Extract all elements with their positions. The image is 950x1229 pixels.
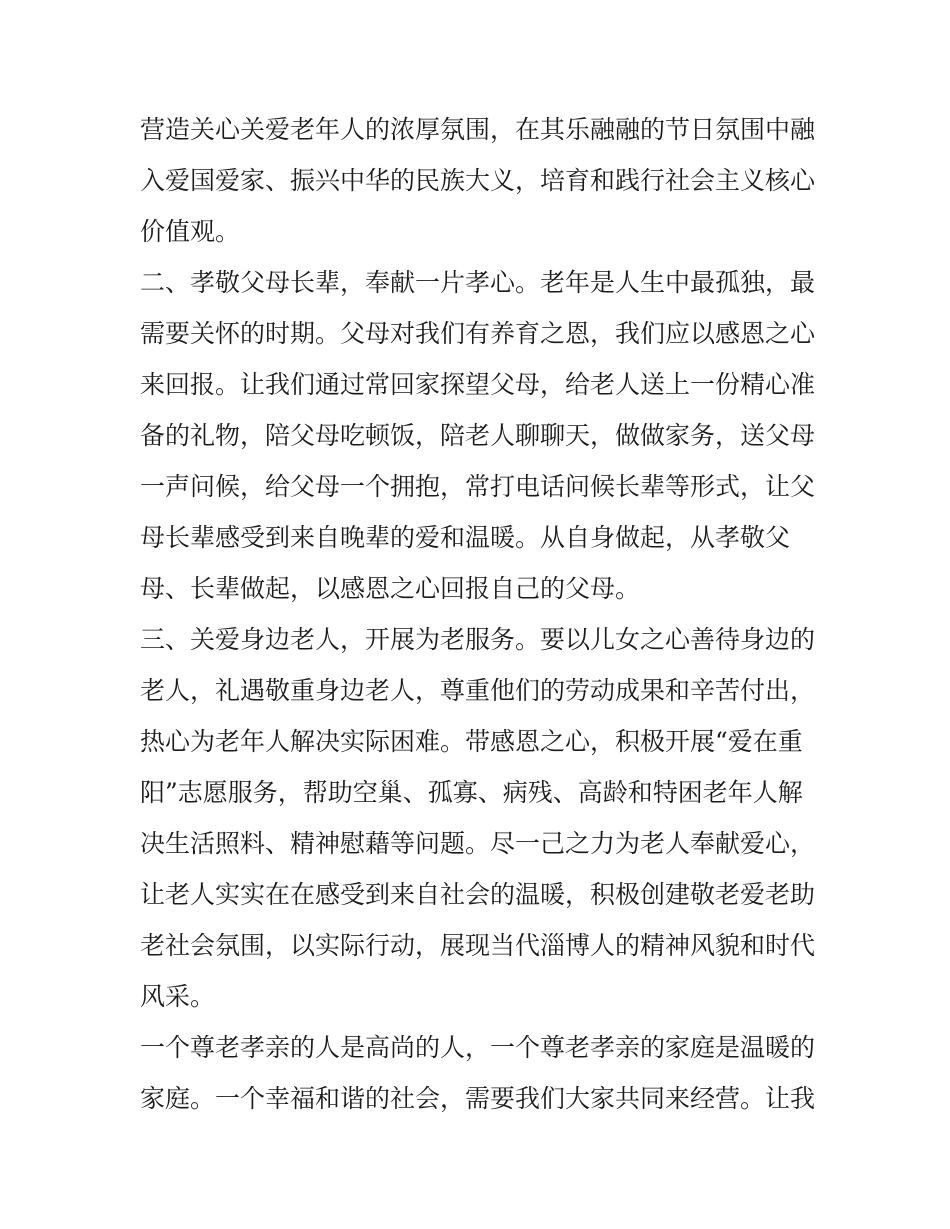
text-line: 二、孝敬父母长辈，奉献一片孝心。老年是人生中最孤独，最 xyxy=(140,268,816,297)
text-line: 老社会氛围，以实际行动，展现当代淄博人的精神风貌和时代 xyxy=(140,931,816,960)
text-line: 来回报。让我们通过常回家探望父母，给老人送上一份精心准 xyxy=(140,370,816,399)
text-line: 家庭。一个幸福和谐的社会，需要我们大家共同来经营。让我 xyxy=(140,1084,816,1113)
text-line: 三、关爱身边老人，开展为老服务。要以儿女之心善待身边的 xyxy=(140,625,816,654)
text-line: 一个尊老孝亲的人是高尚的人，一个尊老孝亲的家庭是温暖的 xyxy=(140,1033,816,1062)
text-line: 老人，礼遇敬重身边老人，尊重他们的劳动成果和辛苦付出， xyxy=(140,676,816,705)
text-line: 价值观。 xyxy=(140,217,241,246)
body-text xyxy=(140,104,820,1124)
text-line: 阳”志愿服务，帮助空巢、孤寡、病残、高龄和特困老年人解 xyxy=(140,778,803,807)
text-line: 入爱国爱家、振兴中华的民族大义，培育和践行社会主义核心 xyxy=(140,166,816,195)
text-line: 母、长辈做起，以感恩之心回报自己的父母。 xyxy=(140,574,641,603)
text-line: 让老人实实在在感受到来自社会的温暖，积极创建敬老爱老助 xyxy=(140,880,816,909)
text-line: 一声问候，给父母一个拥抱，常打电话问候长辈等形式，让父 xyxy=(140,472,816,501)
text-line: 备的礼物，陪父母吃顿饭，陪老人聊聊天，做做家务，送父母 xyxy=(140,421,816,450)
text-line: 风采。 xyxy=(140,982,216,1011)
text-line: 营造关心关爱老年人的浓厚氛围，在其乐融融的节日氛围中融 xyxy=(140,115,816,144)
text-line: 决生活照料、精神慰藉等问题。尽一己之力为老人奉献爱心， xyxy=(140,829,816,858)
text-line: 热心为老年人解决实际困难。带感恩之心，积极开展“爱在重 xyxy=(140,727,803,756)
text-line: 母长辈感受到来自晚辈的爱和温暖。从自身做起，从孝敬父 xyxy=(140,523,791,552)
text-line: 需要关怀的时期。父母对我们有养育之恩，我们应以感恩之心 xyxy=(140,319,816,348)
